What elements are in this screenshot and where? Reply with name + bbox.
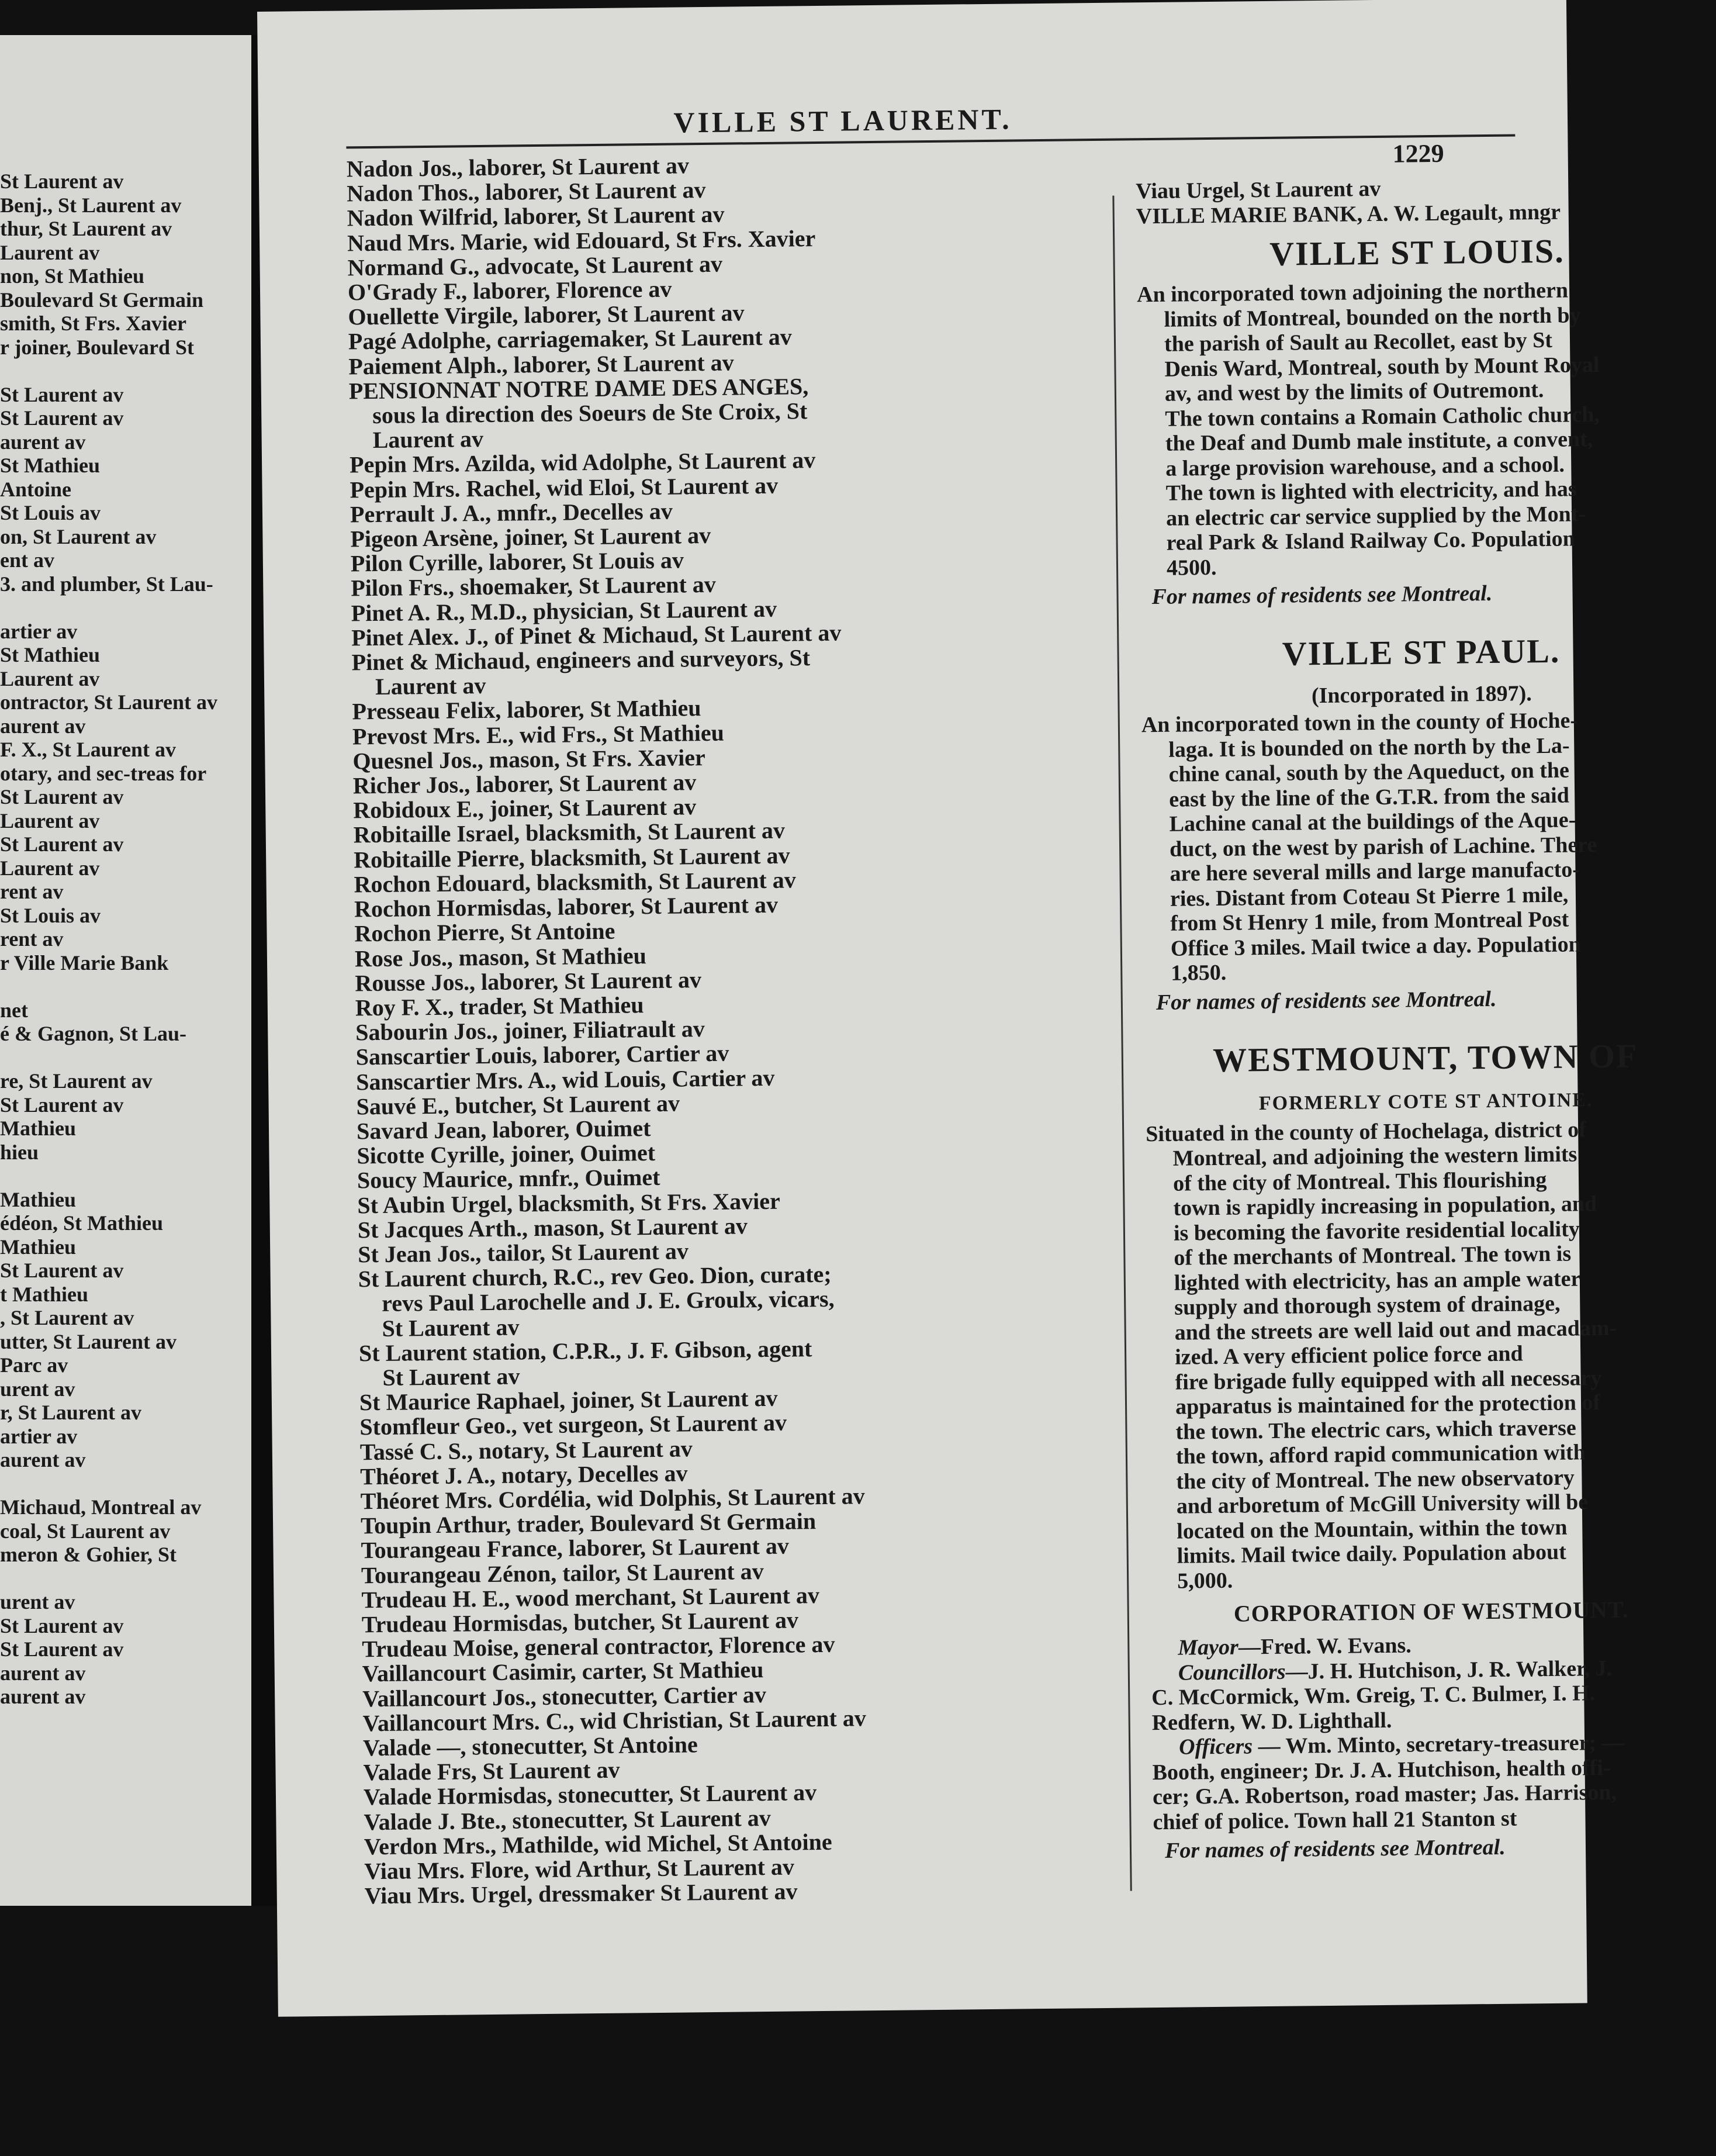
directory-entry: Rochon Edouard, blacksmith, St Laurent av — [354, 866, 796, 898]
section-body — [1141, 707, 1705, 986]
body-line: town is rapidly increasing in population, and — [1173, 1191, 1597, 1221]
fragment-line: Mathieu — [0, 1117, 76, 1140]
directory-entry: O'Grady F., laborer, Florence av — [347, 275, 672, 306]
fragment-line: Mathieu — [0, 1235, 76, 1259]
ville-st-paul-section — [1140, 623, 1705, 1019]
body-line: ized. A very efficient police force and — [1174, 1341, 1523, 1370]
directory-entry: Viau Urgel, St Laurent av — [1136, 176, 1381, 204]
directory-entry: Théoret J. A., notary, Decelles av — [360, 1460, 688, 1490]
fragment-line: Mathieu — [0, 1187, 76, 1211]
fragment-line: St Mathieu — [0, 643, 100, 666]
councillors-block — [1151, 1655, 1713, 1736]
fragment-line: utter, St Laurent av — [0, 1329, 177, 1353]
body-line: of the merchants of Montreal. The town is — [1174, 1241, 1572, 1270]
body-line: duct, on the west by parish of Lachine. There — [1169, 832, 1597, 862]
directory-entry: PENSIONNAT NOTRE DAME DES ANGES, — [348, 372, 809, 405]
body-line: the parish of Sault au Recollet, east by St — [1164, 327, 1553, 357]
westmount-section — [1144, 1028, 1714, 1867]
fragment-line: St Laurent av — [0, 170, 124, 193]
ville-st-louis-section — [1136, 223, 1701, 613]
body-line: an electric car service supplied by the Mont- — [1165, 501, 1586, 531]
directory-entry: St Laurent av — [382, 1313, 520, 1342]
mayor-label: Mayor — [1178, 1635, 1239, 1660]
body-line: a large provision warehouse, and a school. — [1165, 452, 1565, 481]
directory-entry: Viau Mrs. Flore, wid Arthur, St Laurent av — [364, 1853, 795, 1885]
directory-entry: Verdon Mrs., Mathilde, wid Michel, St Antoine — [364, 1828, 832, 1860]
body-line: av, and west by the limits of Outremont. — [1164, 377, 1544, 406]
body-line: and arboretum of McGill University will be — [1176, 1490, 1589, 1519]
fragment-line: St Laurent av — [0, 382, 124, 406]
body-line: Situated in the county of Hochelaga, district of — [1145, 1117, 1587, 1146]
fragment-line: Antoine — [0, 477, 72, 501]
fragment-line: Benj., St Laurent av — [0, 193, 182, 217]
fragment-line — [0, 359, 269, 383]
directory-entry: Vaillancourt Casimir, carter, St Mathieu — [362, 1656, 764, 1687]
directory-entry: Rochon Pierre, St Antoine — [354, 917, 615, 947]
fragment-line: coal, St Laurent av — [0, 1519, 171, 1543]
directory-entry: Rose Jos., mason, St Mathieu — [354, 942, 647, 972]
body-line: 1,850. — [1171, 960, 1227, 986]
fragment-line: r joiner, Boulevard St — [0, 335, 195, 359]
body-line: of the city of Montreal. This flourishing — [1172, 1167, 1547, 1196]
directory-entry: Rochon Hormisdas, laborer, St Laurent av — [354, 891, 779, 922]
directory-entry: Normand G., advocate, St Laurent av — [347, 250, 723, 281]
directory-entry: Paiement Alph., laborer, St Laurent av — [348, 349, 734, 380]
body-line: 5,000. — [1177, 1568, 1233, 1594]
fragment-line: aurent av — [0, 1448, 86, 1471]
fragment-line: rent av — [0, 880, 64, 903]
body-line: Denis Ward, Montreal, south by Mount Royal — [1164, 352, 1600, 382]
fragment-line: St Louis av — [0, 501, 101, 524]
directory-entry: Valade —, stonecutter, St Antoine — [362, 1731, 698, 1761]
body-line: Lachine canal at the buildings of the Aque- — [1169, 807, 1576, 837]
fragment-line — [0, 1567, 269, 1591]
directory-entry: St Laurent av — [382, 1363, 520, 1391]
body-line: is becoming the favorite residential locality — [1173, 1216, 1580, 1246]
fragment-line: F. X., St Laurent av — [0, 738, 177, 761]
fragment-line: ent av — [0, 548, 54, 572]
body-line: apparatus is maintained for the protection of — [1175, 1390, 1601, 1419]
residents-note: For names of residents see Montreal. — [1151, 581, 1493, 610]
fragment-line: t Mathieu — [0, 1282, 88, 1306]
body-line: Office 3 miles. Mail twice a day. Population — [1170, 931, 1581, 961]
section-subheading: (Incorporated in 1897). — [1311, 681, 1532, 709]
directory-entry: Sanscartier Louis, laborer, Cartier av — [355, 1039, 729, 1070]
fragment-line — [0, 596, 269, 620]
fragment-line: Parc av — [0, 1353, 68, 1377]
councillors-label: Councillors — [1178, 1659, 1286, 1685]
fragment-line: thur, St Laurent av — [0, 217, 172, 240]
fragment-line: Laurent av — [0, 240, 100, 264]
directory-entry: Sauvé E., butcher, St Laurent av — [356, 1090, 680, 1120]
body-line: Montreal, and adjoining the western limits — [1172, 1142, 1577, 1171]
fragment-line: Laurent av — [0, 856, 100, 880]
body-line: are here several mills and large manufacto- — [1170, 857, 1580, 886]
directory-entry: Pepin Mrs. Rachel, wid Eloi, St Laurent av — [350, 472, 779, 503]
fragment-line: St Laurent av — [0, 406, 124, 430]
directory-entry: Presseau Felix, laborer, St Mathieu — [352, 695, 701, 725]
fragment-line: St Laurent av — [0, 1613, 124, 1637]
fragment-line: St Mathieu — [0, 454, 100, 477]
body-line: real Park & Island Railway Co. Population — [1166, 526, 1575, 555]
councillors-text: —J. H. Hutchison, J. R. Walker, J. — [1285, 1656, 1613, 1684]
directory-entry: Stomfleur Geo., vet surgeon, St Laurent av — [359, 1409, 787, 1440]
body-line: 4500. — [1166, 555, 1217, 581]
fragment-line: aurent av — [0, 1661, 86, 1685]
section-heading: VILLE ST PAUL. — [1282, 631, 1561, 673]
directory-entry: Nadon Wilfrid, laborer, St Laurent av — [347, 201, 725, 232]
fragment-line: urent av — [0, 1377, 75, 1401]
directory-entry: Pinet Alex. J., of Pinet & Michaud, St Laurent av — [351, 619, 842, 651]
fragment-line: Michaud, Montreal av — [0, 1495, 202, 1519]
directory-entry: Trudeau Moise, general contractor, Florence av — [362, 1630, 835, 1663]
directory-entry: St Aubin Urgel, blacksmith, St Frs. Xavier — [357, 1187, 780, 1218]
directory-entry: Tourangeau Zénon, tailor, St Laurent av — [361, 1557, 764, 1588]
directory-entry: Vaillancourt Mrs. C., wid Christian, St Laurent av — [362, 1705, 867, 1737]
councillors-text: C. McCormick, Wm. Greig, T. C. Bulmer, I. H. — [1151, 1681, 1596, 1711]
fragment-line: smith, St Frs. Xavier — [0, 312, 186, 335]
directory-entry: Robidoux E., joiner, St Laurent av — [353, 793, 697, 824]
directory-entry: Viau Mrs. Urgel, dressmaker St Laurent av — [364, 1878, 798, 1909]
directory-entry: Pepin Mrs. Azilda, wid Adolphe, St Laurent av — [349, 447, 816, 478]
left-page-column — [0, 170, 269, 1709]
directory-entry: Roy F. X., trader, St Mathieu — [355, 991, 644, 1021]
directory-entry: Valade J. Bte., stonecutter, St Laurent av — [364, 1804, 771, 1835]
fragment-line: artier av — [0, 1424, 78, 1448]
directory-entry: Perrault J. A., mnfr., Decelles av — [350, 497, 673, 528]
directory-entry: Valade Hormisdas, stonecutter, St Laurent av — [363, 1779, 817, 1811]
directory-entry: St Jean Jos., tailor, St Laurent av — [358, 1238, 689, 1268]
directory-entry: Pinet & Michaud, engineers and surveyors, St — [351, 644, 811, 676]
left-page-fragment — [0, 35, 251, 1906]
fragment-line: aurent av — [0, 430, 86, 454]
mayor-name: —Fred. W. Evans. — [1238, 1633, 1412, 1660]
directory-entry: Quesnel Jos., mason, St Frs. Xavier — [352, 744, 705, 775]
fragment-line: urent av — [0, 1590, 75, 1613]
fragment-line: Laurent av — [0, 666, 100, 690]
directory-entry: Toupin Arthur, trader, Boulevard St Germain — [360, 1508, 817, 1539]
body-line: lighted with electricity, has an ample water — [1174, 1266, 1581, 1295]
officers-text: Booth, engineer; Dr. J. A. Hutchison, health offi- — [1152, 1755, 1611, 1785]
fragment-line: Boulevard St Germain — [0, 288, 203, 312]
fragment-line: St Louis av — [0, 903, 101, 927]
page-title: VILLE ST LAURENT. — [673, 102, 1012, 139]
fragment-line: aurent av — [0, 714, 86, 738]
fragment-line: hieu — [0, 1140, 39, 1164]
directory-entry: Vaillancourt Jos., stonecutter, Cartier av — [362, 1681, 767, 1712]
officers-text: cer; G.A. Robertson, road master; Jas. Harrison, — [1152, 1780, 1617, 1810]
officers-text: — Wm. Minto, secretary-treasurer; — — [1252, 1730, 1624, 1759]
body-line: An incorporated town adjoining the northern — [1136, 278, 1569, 307]
fragment-line: net — [0, 998, 28, 1022]
directory-entry: Soucy Maurice, mnfr., Ouimet — [357, 1164, 660, 1194]
fragment-line: meron & Gohier, St — [0, 1543, 177, 1566]
body-line: ries. Distant from Coteau St Pierre 1 mile, — [1170, 882, 1569, 911]
directory-entry: Sicotte Cyrille, joiner, Ouimet — [357, 1139, 656, 1169]
page-number: 1229 — [1392, 139, 1444, 168]
directory-entry: Savard Jean, laborer, Ouimet — [356, 1114, 651, 1145]
fragment-line: aurent av — [0, 1685, 86, 1708]
officers-block — [1152, 1729, 1714, 1834]
directory-entry: Robitaille Israel, blacksmith, St Laurent av — [353, 817, 786, 848]
directory-entry: Trudeau H. E., wood merchant, St Laurent av — [361, 1581, 820, 1613]
directory-entry: revs Paul Larochelle and J. E. Groulx, vicars, — [381, 1286, 835, 1317]
directory-entry: Pigeon Arsène, joiner, St Laurent av — [350, 521, 711, 552]
fragment-line: re, St Laurent av — [0, 1069, 153, 1093]
fragment-line: r, St Laurent av — [0, 1401, 142, 1424]
fragment-line — [0, 1046, 269, 1070]
directory-entry: Trudeau Hormisdas, butcher, St Laurent av — [361, 1606, 799, 1638]
directory-entry: VILLE MARIE BANK, A. W. Legault, mngr — [1136, 199, 1561, 229]
fragment-line — [0, 1472, 269, 1496]
directory-entry: Laurent av — [375, 672, 486, 700]
directory-entry: Laurent av — [372, 426, 484, 454]
body-line: the city of Montreal. The new observatory — [1176, 1465, 1575, 1494]
body-line: An incorporated town in the county of Hoche- — [1141, 708, 1578, 738]
body-line: The town is lighted with electricity, and has — [1165, 476, 1577, 506]
residents-note: For names of residents see Montreal. — [1155, 986, 1497, 1015]
section-body — [1146, 1116, 1711, 1594]
directory-entry: Pilon Frs., shoemaker, St Laurent av — [351, 571, 717, 602]
directory-entry: Valade Frs, St Laurent av — [363, 1756, 620, 1786]
body-line: chine canal, south by the Aqueduct, on the — [1168, 758, 1570, 787]
section-heading: VILLE ST LOUIS. — [1269, 232, 1565, 273]
directory-entry: St Laurent church, R.C., rev Geo. Dion, curate; — [358, 1260, 832, 1293]
body-line: limits of Montreal, bounded on the north by — [1164, 302, 1581, 332]
directory-entry: Ouellette Virgile, laborer, St Laurent av — [348, 299, 745, 330]
section-body — [1137, 277, 1701, 581]
directory-page — [257, 0, 1638, 2017]
directory-entry: Sabourin Jos., joiner, Filiatrault av — [355, 1015, 705, 1046]
body-line: supply and thorough system of drainage, — [1174, 1291, 1561, 1320]
fragment-line: artier av — [0, 619, 78, 643]
body-line: and the streets are well laid out and macadam- — [1174, 1315, 1617, 1345]
residents-column — [347, 148, 1142, 1908]
section-heading: WESTMOUNT, TOWN OF — [1212, 1036, 1638, 1079]
directory-entry: St Jacques Arth., mason, St Laurent av — [357, 1212, 748, 1243]
directory-entry: Sanscartier Mrs. A., wid Louis, Cartier av — [355, 1064, 775, 1095]
councillors-text: Redfern, W. D. Lighthall. — [1151, 1708, 1392, 1735]
body-line: limits. Mail twice daily. Population about — [1177, 1539, 1567, 1568]
body-line: from St Henry 1 mile, from Montreal Post — [1170, 907, 1569, 936]
directory-entry: Pagé Adolphe, carriagemaker, St Laurent av — [348, 323, 792, 355]
body-line: east by the line of the G.T.R. from the said — [1168, 783, 1570, 812]
top-entries — [1136, 173, 1697, 229]
directory-entry: Pinet A. R., M.D., physician, St Laurent av — [351, 595, 777, 627]
corporation-heading: CORPORATION OF WESTMOUNT. — [1233, 1596, 1629, 1627]
fragment-line: r Ville Marie Bank — [0, 951, 169, 975]
fragment-line: non, St Mathieu — [0, 264, 145, 288]
fragment-line: ontractor, St Laurent av — [0, 690, 217, 714]
body-line: fire brigade fully equipped with all necessary — [1175, 1365, 1602, 1395]
fragment-line: St Laurent av — [0, 1637, 124, 1661]
officers-label: Officers — [1178, 1734, 1253, 1760]
fragment-line: rent av — [0, 927, 64, 951]
directory-entry: Prevost Mrs. E., wid Frs., St Mathieu — [352, 719, 725, 750]
fragment-line — [0, 1164, 269, 1188]
fragment-line: St Laurent av — [0, 1093, 124, 1117]
directory-entry: St Laurent station, C.P.R., J. F. Gibson, agent — [358, 1335, 812, 1367]
directory-entry: Robitaille Pierre, blacksmith, St Laurent av — [353, 842, 790, 873]
fragment-line: é & Gagnon, St Lau- — [0, 1022, 187, 1045]
body-line: located on the Mountain, within the town — [1177, 1515, 1568, 1544]
fragment-line: St Laurent av — [0, 1259, 124, 1282]
directory-entry: Rousse Jos., laborer, St Laurent av — [355, 966, 702, 997]
directory-entry: sous la direction des Soeurs de Ste Croix, St — [372, 398, 808, 429]
directory-entry: Nadon Thos., laborer, St Laurent av — [347, 177, 706, 207]
fragment-line: édéon, St Mathieu — [0, 1211, 163, 1235]
fragment-line: 3. and plumber, St Lau- — [0, 572, 213, 596]
directory-entry: Nadon Jos., laborer, St Laurent av — [346, 152, 690, 182]
section-subheading: FORMERLY COTE ST ANTOINE. — [1258, 1089, 1593, 1114]
body-line: the town, afford rapid communication with — [1175, 1440, 1586, 1469]
fragment-line: , St Laurent av — [0, 1306, 134, 1329]
fragment-line: otary, and sec-treas for — [0, 761, 207, 785]
fragment-line: on, St Laurent av — [0, 524, 157, 548]
body-line: laga. It is bounded on the north by the La- — [1168, 733, 1570, 762]
directory-entry: Théoret Mrs. Cordélia, wid Dolphis, St Laurent av — [360, 1483, 865, 1515]
directory-entry: Pilon Cyrille, laborer, St Louis av — [350, 547, 684, 577]
body-line: the Deaf and Dumb male institute, a convent, — [1165, 427, 1593, 456]
towns-column — [1136, 173, 1714, 1867]
fragment-line: St Laurent av — [0, 785, 124, 809]
directory-entry: Tassé C. S., notary, St Laurent av — [359, 1435, 693, 1465]
body-line: the town. The electric cars, which traverse — [1175, 1415, 1576, 1445]
fragment-line: Laurent av — [0, 809, 100, 832]
officers-text: chief of police. Town hall 21 Stanton st — [1153, 1806, 1517, 1834]
directory-entry: Naud Mrs. Marie, wid Edouard, St Frs. Xavier — [347, 224, 816, 257]
fragment-line — [0, 975, 269, 998]
directory-entry: Richer Jos., laborer, St Laurent av — [352, 769, 697, 799]
residents-note: For names of residents see Montreal. — [1164, 1834, 1506, 1863]
body-line: The town contains a Romain Catholic church, — [1165, 402, 1600, 431]
directory-entry: Tourangeau France, laborer, St Laurent av — [361, 1532, 790, 1564]
fragment-line: St Laurent av — [0, 832, 124, 856]
directory-entry: St Maurice Raphael, joiner, St Laurent av — [359, 1384, 778, 1416]
